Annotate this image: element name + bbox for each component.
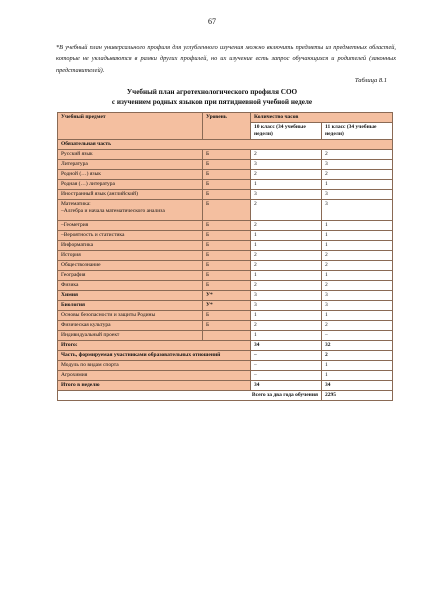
- optional-subject-cell: Агрохимия: [58, 371, 251, 381]
- subject-cell: –Вероятность и статистика: [58, 231, 203, 241]
- subject-cell: Индивидуальный проект: [58, 331, 203, 341]
- total-label: Итого:: [58, 341, 251, 351]
- subject-cell: Родной (…) язык: [58, 170, 203, 180]
- level-cell: Б: [203, 281, 251, 291]
- table-row: [58, 170, 393, 180]
- optional-grade-11-cell: 1: [322, 361, 393, 371]
- footnote: *В учебный план универсального профиля для углубленного изучения можно включить предметы из предметных областей, которые не укладываются в рамки других профилей, но их изучение есть запрос обучающихся и родителей (законных представителей).: [56, 44, 396, 74]
- table-row: [58, 231, 393, 241]
- table-row: [58, 241, 393, 251]
- total-row: [58, 341, 393, 351]
- header-hours: Количество часов: [251, 113, 393, 123]
- level-cell: Б: [203, 150, 251, 160]
- grade-10-hours-cell: 3: [251, 291, 322, 301]
- subject-cell: Биология: [58, 301, 203, 311]
- grade-11-hours-cell: 2: [322, 170, 393, 180]
- grade-11-hours-cell: 3: [322, 160, 393, 170]
- grade-11-hours-cell: 2: [322, 150, 393, 160]
- table-row: [58, 160, 393, 170]
- title-line-1: Учебный план агротехнологического профиля СОО: [126, 88, 298, 96]
- grade-11-hours-cell: 1: [322, 271, 393, 281]
- weekly-total-label: Итого в неделю: [58, 381, 251, 391]
- optional-row: [58, 361, 393, 371]
- optional-subject-cell: Модуль по видам спорта: [58, 361, 251, 371]
- level-cell: Б: [203, 311, 251, 321]
- grade-11-hours-cell: 2: [322, 321, 393, 331]
- optional-grade-10-cell: –: [251, 371, 322, 381]
- table-row: [58, 291, 393, 301]
- title-line-2: с изучением родных языков при пятидневной учебной неделе: [111, 97, 313, 106]
- grade-10-hours-cell: 1: [251, 180, 322, 190]
- grade-10-hours-cell: 2: [251, 321, 322, 331]
- subject-cell: Химия: [58, 291, 203, 301]
- total-grade-11: 32: [322, 341, 393, 351]
- grade-11-hours-cell: –: [322, 331, 393, 341]
- level-cell: Б: [203, 321, 251, 331]
- level-cell: Б: [203, 251, 251, 261]
- level-cell: У*: [203, 291, 251, 301]
- grade-10-hours-cell: 2: [251, 281, 322, 291]
- level-cell: Б: [203, 221, 251, 231]
- table-row: [58, 301, 393, 311]
- table-row: [58, 311, 393, 321]
- grade-10-hours-cell: 3: [251, 160, 322, 170]
- level-cell: Б: [203, 271, 251, 281]
- table-row: [58, 180, 393, 190]
- grade-11-hours-cell: 3: [322, 301, 393, 311]
- grade-11-hours-cell: 2: [322, 281, 393, 291]
- table-row: [58, 200, 393, 221]
- grade-10-hours-cell: 1: [251, 241, 322, 251]
- table-row: [58, 251, 393, 261]
- table-row: [58, 281, 393, 291]
- grade-10-hours-cell: 2: [251, 261, 322, 271]
- grade-10-hours-cell: 2: [251, 170, 322, 180]
- subject-cell: Обществознание: [58, 261, 203, 271]
- section-optional-grade-11: 2: [322, 351, 393, 361]
- table-row: [58, 271, 393, 281]
- page-number: 67: [208, 17, 216, 26]
- grade-10-hours-cell: 2: [251, 221, 322, 231]
- grade-10-hours-cell: 1: [251, 311, 322, 321]
- table-row: [58, 261, 393, 271]
- grade-10-hours-cell: 2: [251, 150, 322, 160]
- level-cell: Б: [203, 200, 251, 221]
- level-cell: Б: [203, 241, 251, 251]
- grade-11-hours-cell: 3: [322, 190, 393, 200]
- section-required-row: [58, 140, 393, 150]
- subject-cell: Иностранный язык (английский): [58, 190, 203, 200]
- weekly-total-grade-10: 34: [251, 381, 322, 391]
- grade-11-hours-cell: 1: [322, 221, 393, 231]
- section-optional-grade-10: –: [251, 351, 322, 361]
- two-year-total-row: [58, 391, 393, 401]
- header-subject: Учебный предмет: [58, 113, 203, 140]
- optional-row: [58, 371, 393, 381]
- grade-10-hours-cell: 1: [251, 231, 322, 241]
- grade-11-hours-cell: 3: [322, 200, 393, 221]
- grade-11-hours-cell: 1: [322, 231, 393, 241]
- level-cell: Б: [203, 180, 251, 190]
- grade-10-hours-cell: 3: [251, 190, 322, 200]
- grade-10-hours-cell: 2: [251, 200, 322, 221]
- weekly-total-grade-11: 34: [322, 381, 393, 391]
- table-title: [0, 88, 424, 107]
- subject-cell: Математика: –Алгебра и начала математического анализа: [58, 200, 203, 221]
- grade-11-hours-cell: 1: [322, 311, 393, 321]
- grade-10-hours-cell: 3: [251, 301, 322, 311]
- two-year-total-value: 2295: [322, 391, 393, 401]
- grade-11-hours-cell: 1: [322, 180, 393, 190]
- level-cell: Б: [203, 261, 251, 271]
- section-required-label: Обязательная часть: [58, 140, 393, 150]
- subject-cell: Основы безопасности и защиты Родины: [58, 311, 203, 321]
- level-cell: Б: [203, 231, 251, 241]
- total-grade-10: 34: [251, 341, 322, 351]
- grade-11-hours-cell: 2: [322, 251, 393, 261]
- table-row: [58, 221, 393, 231]
- grade-10-hours-cell: 1: [251, 331, 322, 341]
- weekly-total-row: [58, 381, 393, 391]
- header-level: Уровень: [203, 113, 251, 140]
- header-grade-10: 10 класс (34 учебные недели): [251, 123, 322, 140]
- level-cell: Б: [203, 160, 251, 170]
- section-optional-label: Часть, формируемая участниками образовательных отношений: [58, 351, 251, 361]
- two-year-total-label: Всего за два года обучения: [58, 391, 322, 401]
- optional-grade-11-cell: 1: [322, 371, 393, 381]
- table-header-row: [58, 113, 393, 123]
- subject-cell: Информатика: [58, 241, 203, 251]
- grade-11-hours-cell: 1: [322, 241, 393, 251]
- table-row: [58, 331, 393, 341]
- table-label: Таблица 8.1: [354, 77, 387, 84]
- grade-10-hours-cell: 1: [251, 271, 322, 281]
- level-cell: Б: [203, 190, 251, 200]
- table-row: [58, 150, 393, 160]
- subject-cell: Физическая культура: [58, 321, 203, 331]
- subject-cell: География: [58, 271, 203, 281]
- level-cell: У*: [203, 301, 251, 311]
- subject-cell: Родная (…) литература: [58, 180, 203, 190]
- level-cell: Б: [203, 170, 251, 180]
- grade-10-hours-cell: 2: [251, 251, 322, 261]
- level-cell: [203, 331, 251, 341]
- subject-cell: Физика: [58, 281, 203, 291]
- subject-cell: Литература: [58, 160, 203, 170]
- optional-grade-10-cell: –: [251, 361, 322, 371]
- curriculum-table: [57, 112, 393, 401]
- subject-cell: –Геометрия: [58, 221, 203, 231]
- header-grade-11: 11 класс (34 учебные недели): [322, 123, 393, 140]
- grade-11-hours-cell: 3: [322, 291, 393, 301]
- table-row: [58, 321, 393, 331]
- subject-cell: Русский язык: [58, 150, 203, 160]
- subject-cell: История: [58, 251, 203, 261]
- grade-11-hours-cell: 2: [322, 261, 393, 271]
- table-row: [58, 190, 393, 200]
- section-optional-row: [58, 351, 393, 361]
